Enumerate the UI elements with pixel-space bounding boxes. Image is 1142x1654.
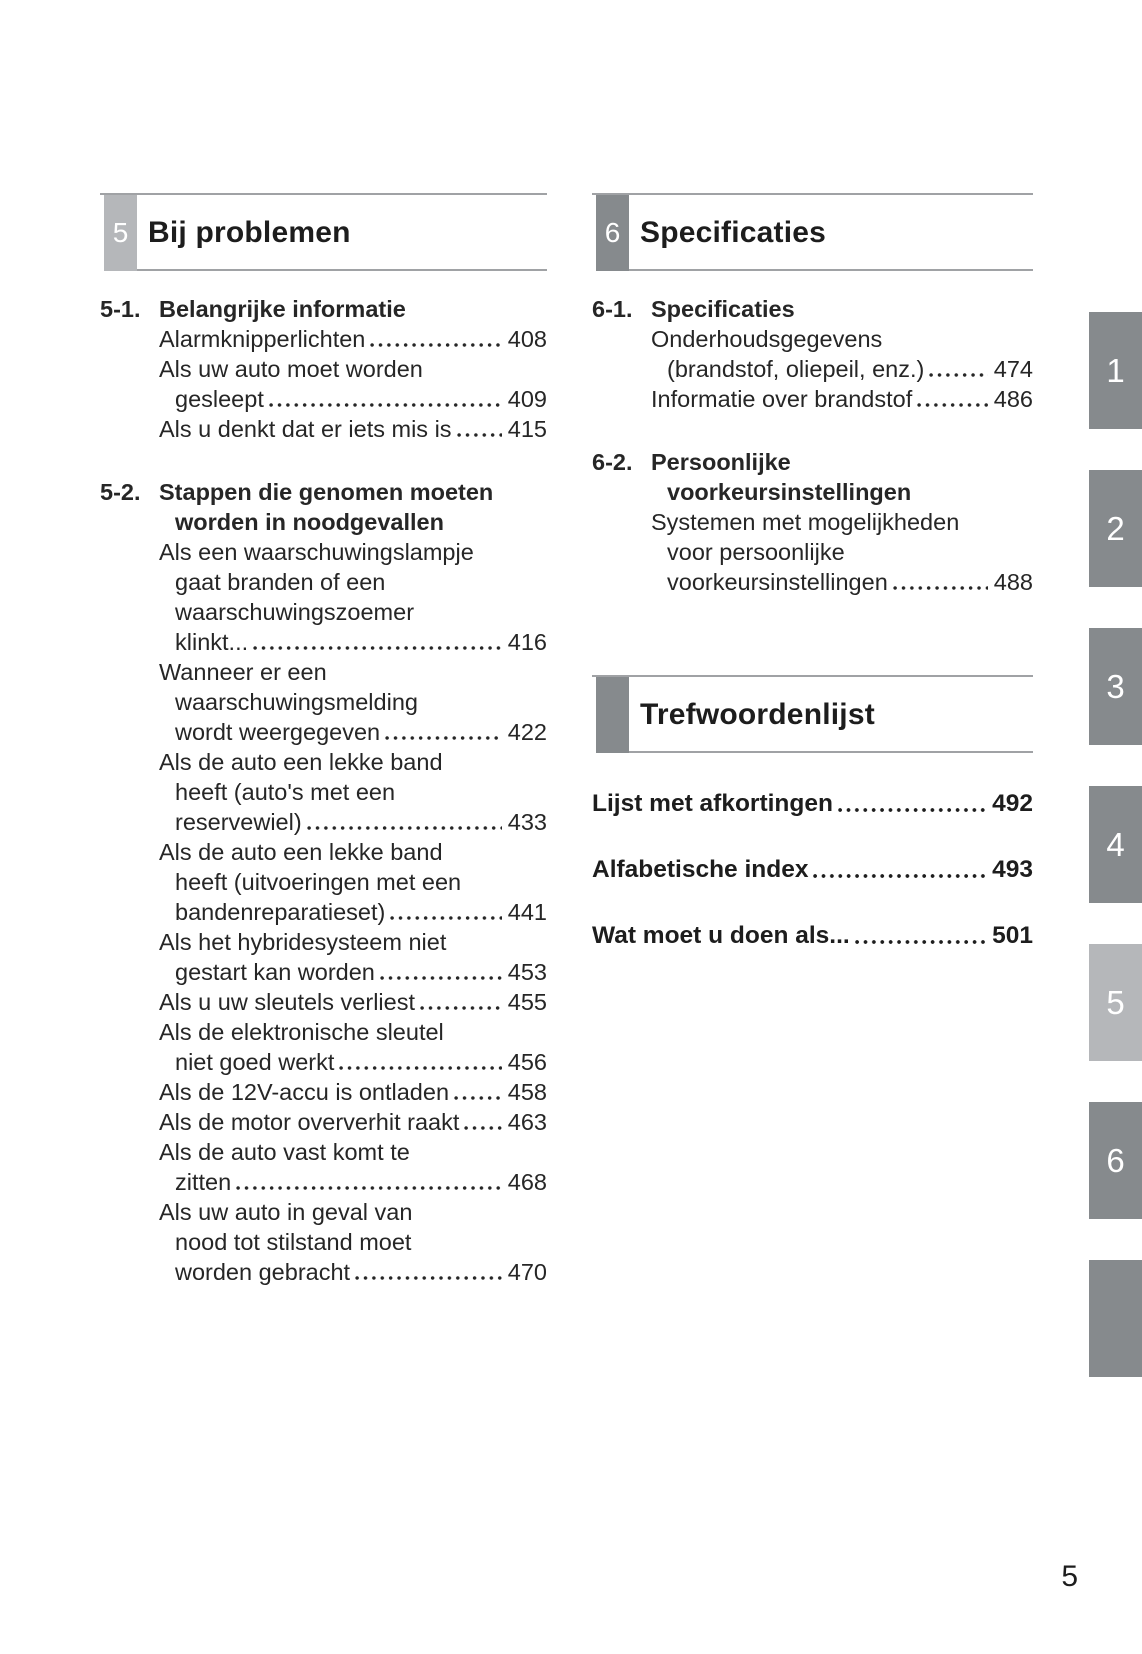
section-6-2 [592, 447, 1033, 597]
toc-entry-line [175, 1257, 547, 1287]
toc-page-number: 456 [507, 1049, 547, 1075]
toc-entry-text: heeft (auto's met een [175, 779, 396, 805]
toc-entry-line [667, 537, 1033, 567]
chapter-header-6 [592, 193, 1033, 271]
toc-entry-line [175, 717, 547, 747]
dotted-leader [269, 403, 502, 407]
toc-entry-text: Als de auto een lekke band [159, 749, 443, 775]
toc-entry-line [159, 354, 547, 384]
toc-entry-line [159, 1107, 547, 1137]
chapter-marker-box [596, 677, 629, 753]
toc-entry-line [159, 987, 547, 1017]
section-title-line: worden in noodgevallen [175, 509, 444, 535]
toc-entry-line [159, 1077, 547, 1107]
toc-page-number: 453 [507, 959, 547, 985]
toc-entry-text: waarschuwingsmelding [175, 689, 418, 715]
dotted-leader [390, 916, 501, 920]
toc-entry-text: Informatie over brandstof [651, 386, 913, 412]
section-6-1 [592, 294, 1033, 414]
section-title-line: Specificaties [651, 296, 795, 322]
side-tab-3: 3 [1089, 628, 1142, 745]
toc-page-number: 492 [992, 790, 1033, 817]
toc-entry-line [159, 324, 547, 354]
toc-entry-text: gesleept [175, 386, 264, 412]
toc-entry-line [175, 567, 547, 597]
toc-entry-line [159, 927, 547, 957]
index-entry [592, 855, 1033, 885]
index-entry [592, 921, 1033, 951]
toc-entry-line [175, 777, 547, 807]
toc-entry-text: wordt weergegeven [175, 719, 381, 745]
toc-entry-line [651, 324, 1033, 354]
toc-entry-text: Systemen met mogelijkheden [651, 509, 960, 535]
toc-entry-line [159, 1137, 547, 1167]
dotted-leader [253, 646, 502, 650]
toc-column-left [100, 193, 547, 1287]
toc-entry-text: heeft (uitvoeringen met een [175, 869, 462, 895]
side-tab-1: 1 [1089, 312, 1142, 429]
section-title-line: Belangrijke informatie [159, 296, 406, 322]
dotted-leader [454, 1096, 502, 1100]
chapter-number-box: 6 [596, 195, 629, 271]
dotted-leader [855, 940, 986, 944]
toc-entry-line [651, 507, 1033, 537]
section-5-2 [100, 477, 547, 1287]
toc-page-number: 468 [507, 1169, 547, 1195]
toc-entry-line [175, 384, 547, 414]
side-tab-4: 4 [1089, 786, 1142, 903]
dotted-leader [385, 736, 502, 740]
side-tab-blank [1089, 1260, 1142, 1377]
toc-entry-line [159, 1197, 547, 1227]
toc-entry-text: klinkt... [175, 629, 249, 655]
section-title-line: voorkeursinstellingen [667, 479, 912, 505]
toc-entry-text: reservewiel) [175, 809, 302, 835]
toc-entry-text: Als de elektronische sleutel [159, 1019, 444, 1045]
dotted-leader [929, 373, 987, 377]
toc-page-number: 493 [992, 856, 1033, 883]
toc-column-right [592, 193, 1033, 951]
section-label: 6-2. [592, 449, 633, 475]
dotted-leader [380, 976, 502, 980]
index-entry-text: Wat moet u doen als... [592, 922, 850, 949]
toc-entry-line [175, 1167, 547, 1197]
chapter-title: Specificaties [640, 216, 827, 249]
toc-entry-text: (brandstof, oliepeil, enz.) [667, 356, 925, 382]
toc-entry-line [651, 384, 1033, 414]
dotted-leader [355, 1276, 502, 1280]
toc-entry-text: Als de 12V-accu is ontladen [159, 1079, 450, 1105]
toc-page-number: 488 [993, 569, 1033, 595]
chapter-header-5 [100, 193, 547, 271]
toc-entry-text: gaat branden of een [175, 569, 386, 595]
toc-page-number: 463 [507, 1109, 547, 1135]
dotted-leader [339, 1066, 501, 1070]
toc-page-number: 416 [507, 629, 547, 655]
chapter-header-trefwoordenlijst [592, 675, 1033, 753]
toc-entry-line [667, 354, 1033, 384]
toc-entry-line [175, 897, 547, 927]
toc-entry-text: bandenreparatieset) [175, 899, 386, 925]
toc-page-number: 409 [507, 386, 547, 412]
toc-entry-text: Wanneer er een [159, 659, 327, 685]
toc-entry-line [175, 807, 547, 837]
index-entry-text: Alfabetische index [592, 856, 809, 883]
toc-entry-text: zitten [175, 1169, 232, 1195]
toc-entry-text: Als de motor oververhit raakt [159, 1109, 460, 1135]
toc-entry-line [159, 1017, 547, 1047]
header-rule-bottom [629, 751, 1033, 753]
toc-entry-text: Als de auto een lekke band [159, 839, 443, 865]
toc-entry-text: Als u denkt dat er iets mis is [159, 416, 452, 442]
toc-entry-text: gestart kan worden [175, 959, 375, 985]
dotted-leader [464, 1126, 501, 1130]
section-title-line: Persoonlijke [651, 449, 791, 475]
dotted-leader [236, 1186, 502, 1190]
toc-page-number: 501 [992, 922, 1033, 949]
page-number: 5 [1061, 1560, 1078, 1593]
toc-entry-line [159, 657, 547, 687]
dotted-leader [370, 343, 501, 347]
toc-entry-line [159, 414, 547, 444]
toc-entry-text: Als het hybridesysteem niet [159, 929, 447, 955]
toc-entry-line [159, 537, 547, 567]
section-label: 5-1. [100, 296, 141, 322]
toc-entry-text: Als u uw sleutels verliest [159, 989, 415, 1015]
toc-entry-text: Als uw auto moet worden [159, 356, 423, 382]
side-tab-2: 2 [1089, 470, 1142, 587]
toc-page-number: 422 [507, 719, 547, 745]
toc-page-number: 408 [507, 326, 547, 352]
dotted-leader [917, 403, 988, 407]
dotted-leader [457, 433, 502, 437]
toc-page-number: 486 [993, 386, 1033, 412]
toc-entry-line [159, 837, 547, 867]
toc-page-number: 470 [507, 1259, 547, 1285]
index-entry [592, 789, 1033, 819]
toc-page-number: 474 [993, 356, 1033, 382]
chapter-number-box: 5 [104, 195, 137, 271]
toc-entry-text: Onderhoudsgegevens [651, 326, 883, 352]
dotted-leader [813, 874, 986, 878]
chapter-title: Trefwoordenlijst [640, 698, 875, 731]
toc-entry-line [175, 1227, 547, 1257]
toc-entry-text: nood tot stilstand moet [175, 1229, 412, 1255]
toc-page-number: 415 [507, 416, 547, 442]
header-rule-bottom [137, 269, 547, 271]
toc-entry-text: waarschuwingszoemer [175, 599, 415, 625]
toc-page-number: 433 [507, 809, 547, 835]
dotted-leader [420, 1006, 502, 1010]
dotted-leader [893, 586, 988, 590]
section-label: 6-1. [592, 296, 633, 322]
toc-entry-text: niet goed werkt [175, 1049, 335, 1075]
section-5-1 [100, 294, 547, 444]
toc-entry-text: Als uw auto in geval van [159, 1199, 413, 1225]
section-label: 5-2. [100, 479, 141, 505]
toc-entry-line [175, 627, 547, 657]
toc-entry-line [175, 867, 547, 897]
toc-entry-line [159, 747, 547, 777]
side-tab-5: 5 [1089, 944, 1142, 1061]
toc-entry-text: Als de auto vast komt te [159, 1139, 410, 1165]
toc-entry-text: Als een waarschuwingslampje [159, 539, 474, 565]
toc-entry-line [667, 567, 1033, 597]
toc-entry-line [175, 687, 547, 717]
section-title-line: Stappen die genomen moeten [159, 479, 494, 505]
toc-page-number: 458 [507, 1079, 547, 1105]
dotted-leader [307, 826, 502, 830]
toc-entry-line [175, 957, 547, 987]
toc-page-number: 441 [507, 899, 547, 925]
index-entry-text: Lijst met afkortingen [592, 790, 833, 817]
toc-page-number: 455 [507, 989, 547, 1015]
toc-entry-text: voorkeursinstellingen [667, 569, 888, 595]
chapter-title: Bij problemen [148, 216, 351, 249]
toc-entry-line [175, 597, 547, 627]
dotted-leader [838, 808, 986, 812]
toc-entry-text: Alarmknipperlichten [159, 326, 366, 352]
toc-entry-line [175, 1047, 547, 1077]
side-tab-6: 6 [1089, 1102, 1142, 1219]
toc-entry-text: voor persoonlijke [667, 539, 845, 565]
header-rule-bottom [629, 269, 1033, 271]
toc-entry-text: worden gebracht [175, 1259, 351, 1285]
